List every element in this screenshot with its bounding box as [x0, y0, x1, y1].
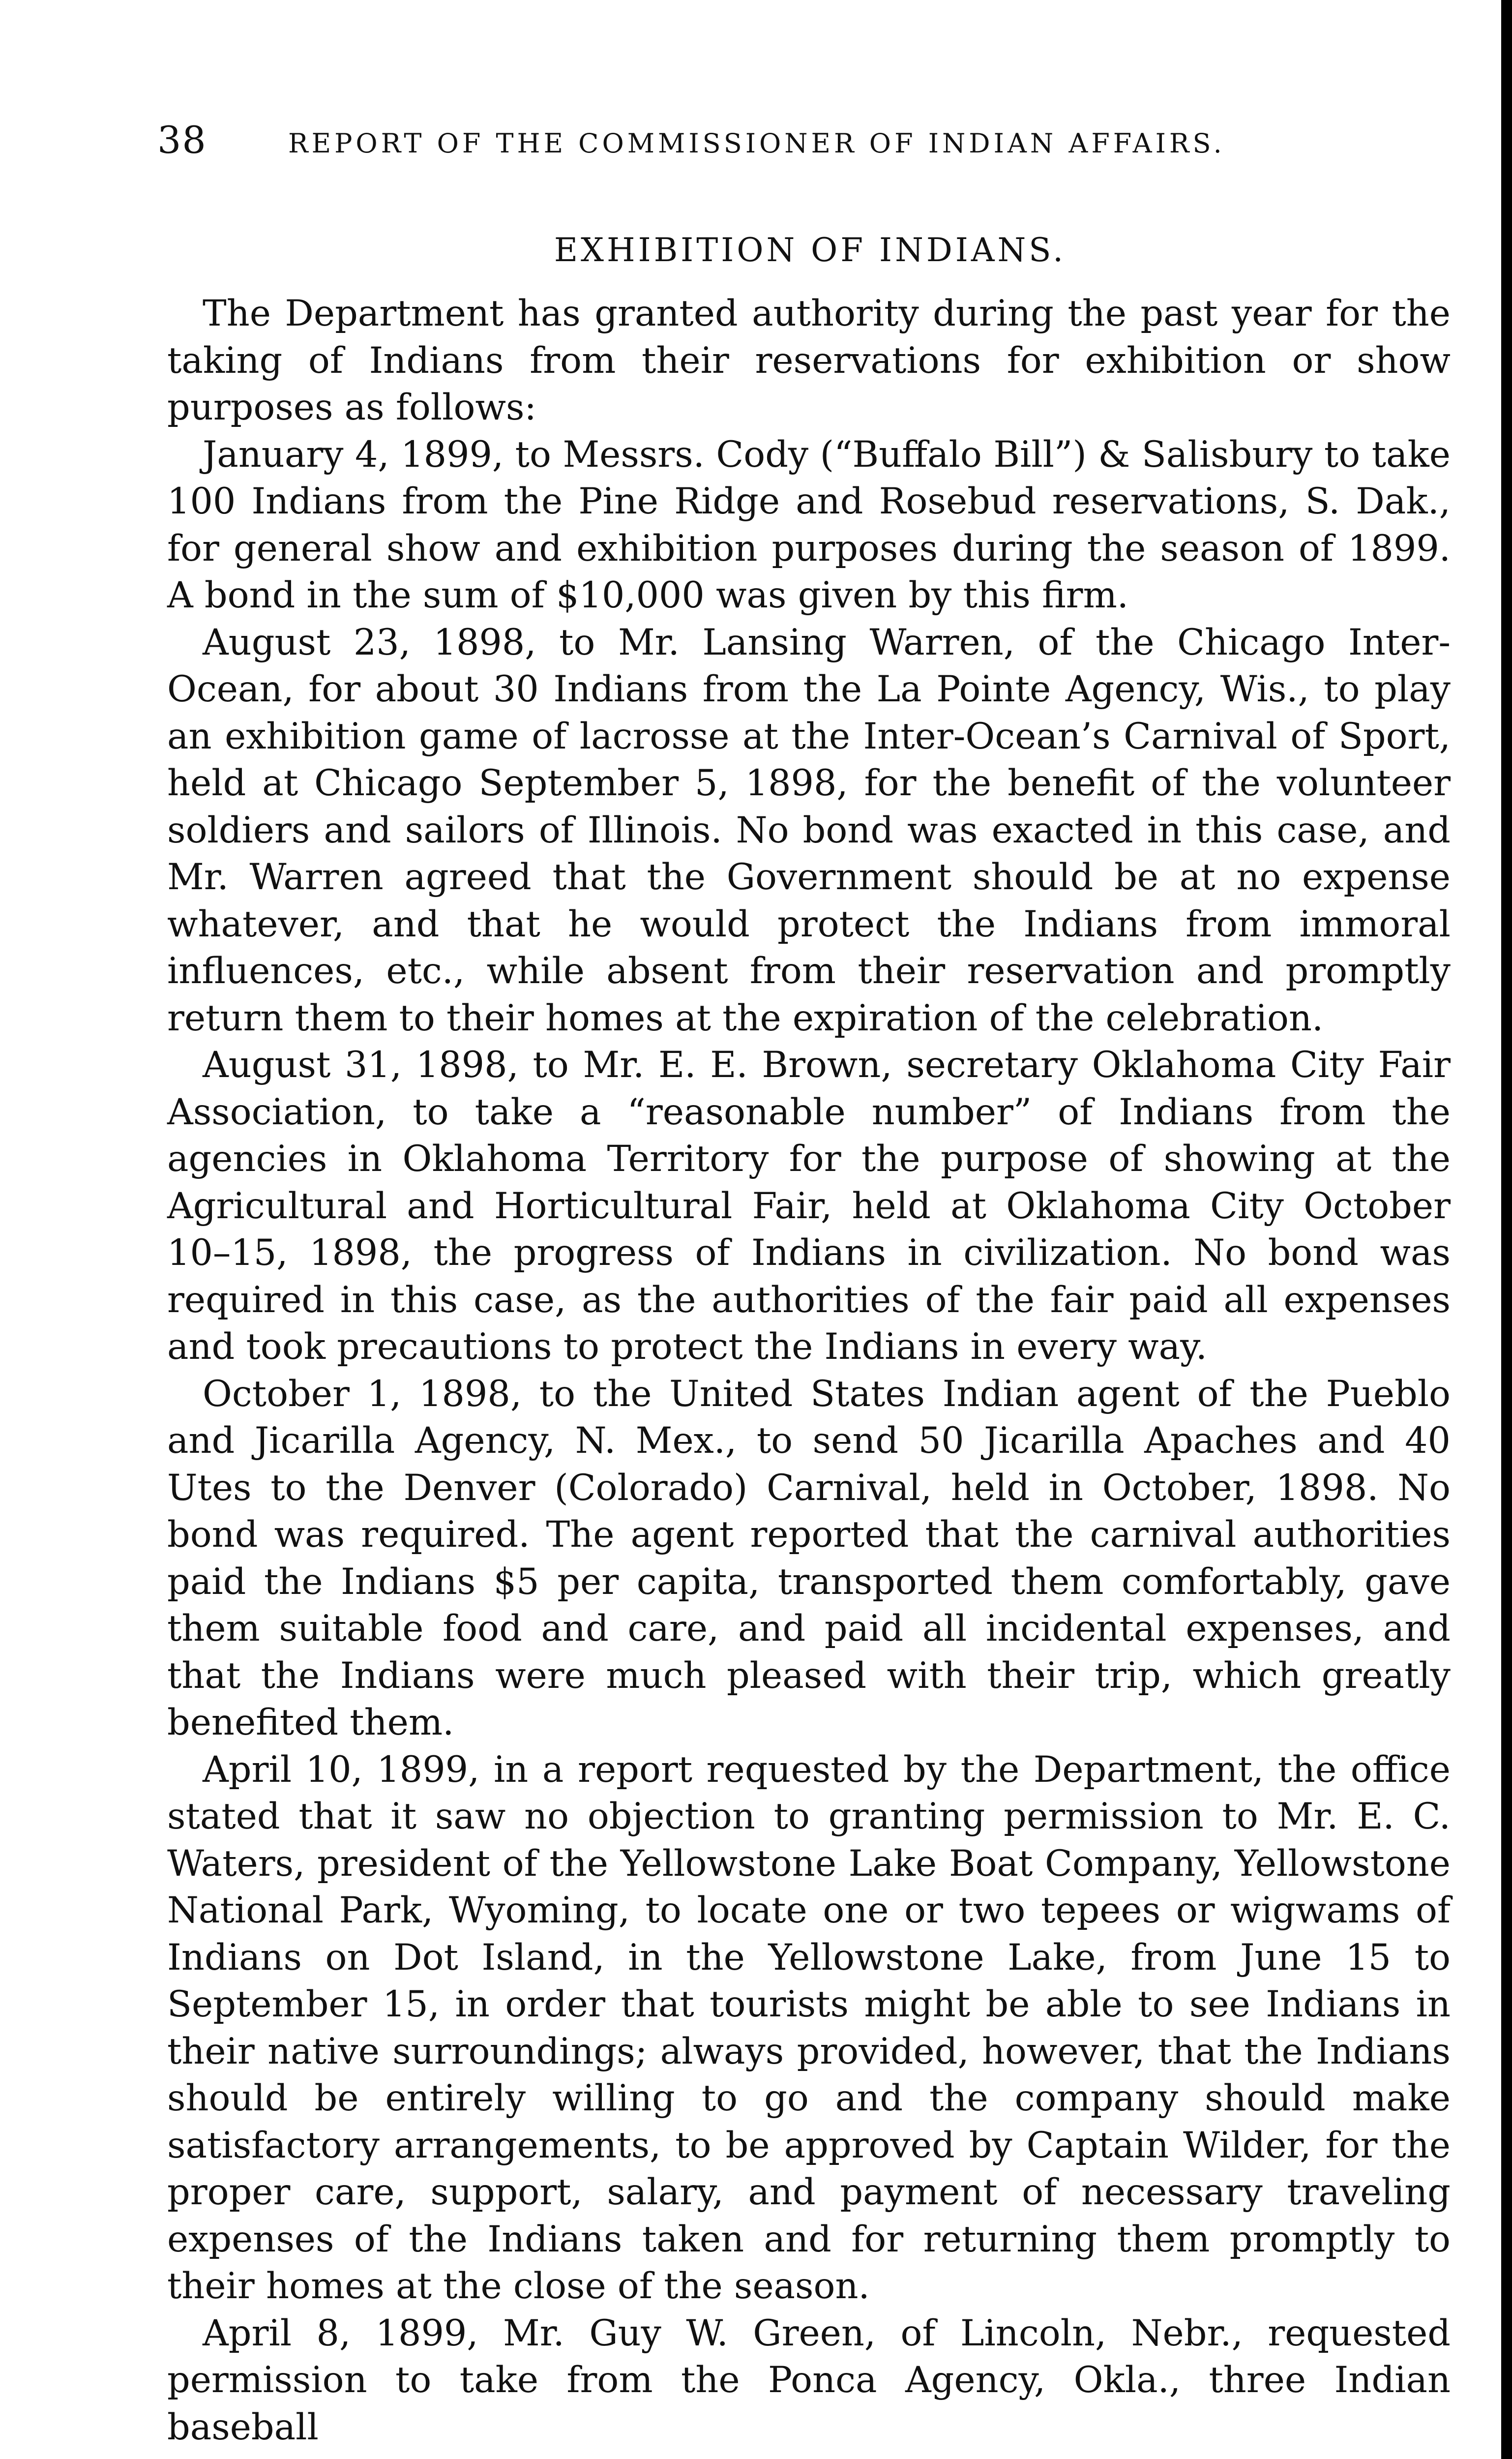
paragraph-ee-brown: August 31, 1898, to Mr. E. E. Brown, secretary Oklahoma City Fair Association, to take a “reasonable number” of Indians from the agencies in Oklahoma Territory for the purpose of showing at the Agricultural and Horticultural Fair, held at Oklahoma City October 10–15, 1898, the progress of Indians in civilization. No bond was required in this case, as the authorities of the fair paid all expenses and took precautions to protect the Indians in every way.: [167, 1044, 1451, 1368]
section-title: EXHIBITION OF INDIANS.: [554, 231, 1067, 269]
paragraph-cody-salisbury: January 4, 1899, to Messrs. Cody (“Buffalo Bill”) & Salisbury to take 100 Indians from the Pine Ridge and Rosebud reservations, S. Dak., for general show and exhibition purposes during the season of 1899. A bond in the sum of $10,000 was given by this firm.: [167, 433, 1451, 616]
running-head: [157, 118, 1337, 172]
page-edge-right: [1501, 0, 1512, 2459]
paragraph-intro: The Department has granted authority during the past year for the taking of Indians from their reservations for exhibition or show purposes as follows:: [167, 293, 1451, 428]
body-text: [167, 290, 1451, 2451]
page-number: 38: [157, 118, 207, 162]
paragraph-lansing-warren: August 23, 1898, to Mr. Lansing Warren, of the Chicago Inter-Ocean, for about 30 Indians from the La Pointe Agency, Wis., to play an exhibition game of lacrosse at the Inter-Ocean’s Carnival of Sport, held at Chicago September 5, 1898, for the benefit of the volunteer soldiers and sailors of Illinois. No bond was exacted in this case, and Mr. Warren agreed that the Government should be at no expense whatever, and that he would protect the Indians from immoral influences, etc., while absent from their reservation and promptly return them to their homes at the expiration of the celebration.: [167, 621, 1451, 1039]
paragraph-ec-waters: April 10, 1899, in a report requested by the Department, the office stated that it saw no objection to granting permission to Mr. E. C. Waters, president of the Yellowstone Lake Boat Company, Yellowstone National Park, Wyoming, to locate one or two tepees or wigwams of Indians on Dot Island, in the Yellowstone Lake, from June 15 to September 15, in order that tourists might be able to see Indians in their native surroundings; always provided, however, that the Indians should be entirely willing to go and the company should make satisfactory arrangements, to be approved by Captain Wilder, for the proper care, support, salary, and payment of necessary traveling expenses of the Indians taken and for returning them promptly to their homes at the close of the season.: [167, 1748, 1451, 2307]
paragraph-guy-green: April 8, 1899, Mr. Guy W. Green, of Lincoln, Nebr., requested permission to take from the Ponca Agency, Okla., three Indian baseball: [167, 2312, 1451, 2448]
paragraph-pueblo-jicarilla: October 1, 1898, to the United States Indian agent of the Pueblo and Jicarilla Agency, N. Mex., to send 50 Jicarilla Apaches and 40 Utes to the Denver (Colorado) Carnival, held in October, 1898. No bond was required. The agent reported that the carnival authorities paid the Indians $5 per capita, transported them comfortably, gave them suitable food and care, and paid all incidental expenses, and that the Indians were much pleased with their trip, which greatly benefited them.: [167, 1373, 1451, 1743]
running-head-title: REPORT OF THE COMMISSIONER OF INDIAN AFFAIRS.: [288, 128, 1225, 159]
